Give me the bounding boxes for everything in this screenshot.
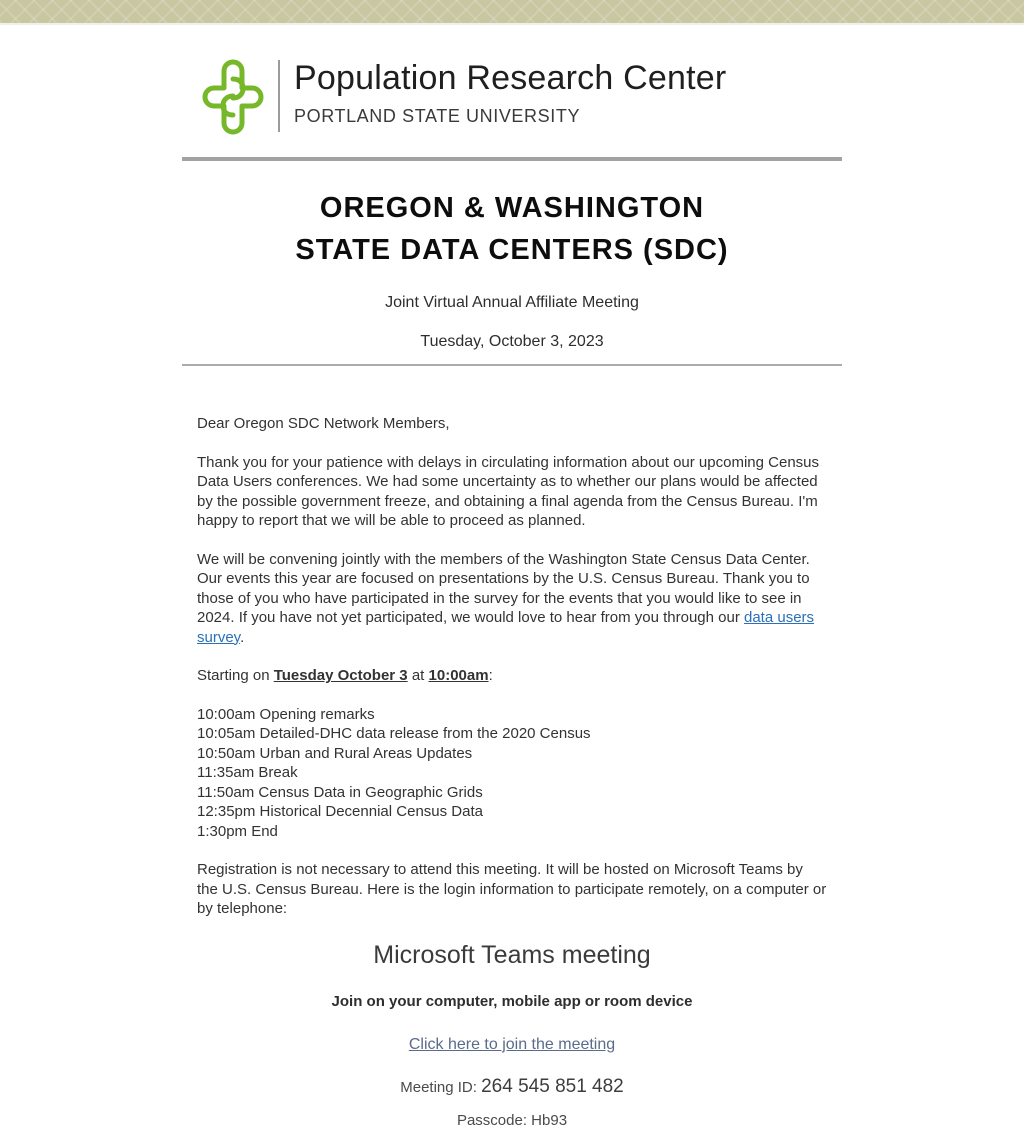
agenda-item: 1:30pm End [197,822,827,842]
page-title-line2: STATE DATA CENTERS (SDC) [182,229,842,271]
salutation: Dear Oregon SDC Network Members, [197,414,827,434]
org-name: Population Research Center [294,56,726,100]
paragraph-intro: Thank you for your patience with delays in circulating information about our upcoming Census Data Users conferences. We had some uncertainty as to whether our plans would be affected by the possible government freeze, and obtaining a final agenda from the Census Bureau. I'm happy to report that we will be able to proceed as planned. [197,453,827,531]
agenda-item: 10:00am Opening remarks [197,705,827,725]
starting-suffix: : [489,667,493,684]
org-text-block [294,56,726,127]
letter-body [182,366,842,1130]
paragraph-joint-meeting [197,550,827,648]
join-meeting-link[interactable]: Click here to join the meeting [409,1035,615,1055]
agenda-item: 12:35pm Historical Decennial Census Data [197,802,827,822]
paragraph-registration: Registration is not necessary to attend this meeting. It will be hosted on Microsoft Teams by the U.S. Census Bureau. Here is the login information to participate remotely, on a computer or by telephone: [197,860,827,919]
university-name: PORTLAND STATE UNIVERSITY [294,106,726,127]
psu-knot-logo-icon [200,56,266,138]
join-instruction: Join on your computer, mobile app or room device [197,992,827,1012]
agenda-item: 10:50am Urban and Rural Areas Updates [197,744,827,764]
paragraph-joint-period: . [240,629,244,646]
teams-heading: Microsoft Teams meeting [197,946,827,966]
passcode-value: Hb93 [531,1112,567,1129]
title-block [182,161,842,351]
meeting-id-value: 264 545 851 482 [481,1076,624,1097]
starting-mid: at [408,667,429,684]
page-title-line1: OREGON & WASHINGTON [182,187,842,229]
agenda-item: 10:05am Detailed-DHC data release from the 2020 Census [197,724,827,744]
meeting-id-label: Meeting ID: [400,1079,481,1096]
agenda-list [197,705,827,842]
content-column [182,25,842,1130]
starting-line [197,666,827,686]
agenda-item: 11:50am Census Data in Geographic Grids [197,783,827,803]
starting-prefix: Starting on [197,667,274,684]
header-branding [182,25,842,157]
starting-date: Tuesday October 3 [274,667,408,684]
meeting-subtitle: Joint Virtual Annual Affiliate Meeting [182,294,842,312]
data-users-survey-link[interactable]: data users survey [197,609,814,646]
paragraph-joint-text: We will be convening jointly with the members of the Washington State Census Data Center. Our events this year are focused on presentations by the U.S. Census Bureau. Thank you to those of you who have participated in the survey for the events that you would like to see in 2024. If you have not yet participated, we would love to hear from you through our [197,551,810,627]
teams-meeting-section [197,946,827,1130]
agenda-item: 11:35am Break [197,763,827,783]
starting-time: 10:00am [429,667,489,684]
passcode-line [197,1111,827,1130]
passcode-label: Passcode: [457,1112,531,1129]
logo-divider [278,60,280,132]
decorative-top-bar [0,0,1024,25]
meeting-date: Tuesday, October 3, 2023 [182,333,842,351]
meeting-id-line [197,1077,827,1098]
